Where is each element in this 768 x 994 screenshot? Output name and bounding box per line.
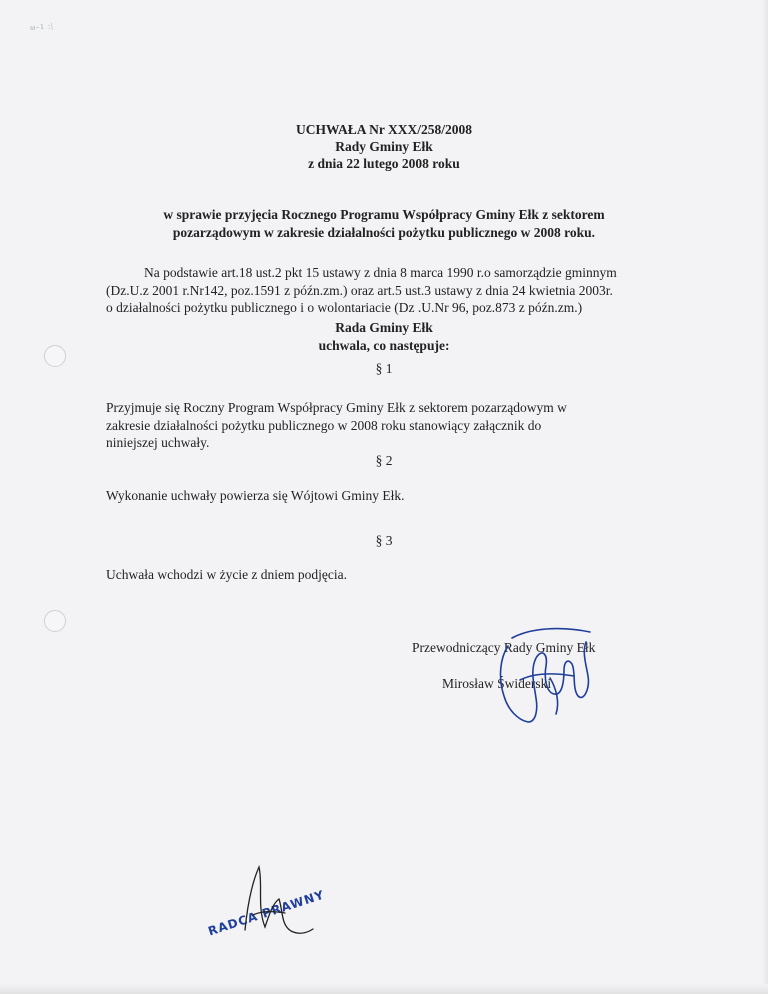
legal-basis-line-1: Na podstawie art.18 ust.2 pkt 15 ustawy z dnia 8 marca 1990 r.o samorządzie gminnym [144, 265, 617, 280]
subject-line-1: w sprawie przyjęcia Rocznego Programu Współpracy Gminy Ełk z sektorem [163, 207, 605, 222]
subject-line-2: pozarządowym w zakresie działalności pożytku publicznego w 2008 roku. [172, 225, 596, 240]
section-3-mark: § 3 [375, 533, 393, 548]
chairman-name: Mirosław Świderski [442, 676, 552, 691]
legal-basis-line-3: o działalności pożytku publicznego i o wolontariacie (Dz .U.Nr 96, poz.873 z późn.zm.) [106, 300, 583, 315]
council-resolves [0, 319, 768, 355]
legal-basis-paragraph [106, 264, 676, 317]
legal-basis-line-2: (Dz.U.z 2001 r.Nr142, poz.1591 z późn.zm.) oraz art.5 ust.3 ustawy z dnia 24 kwietnia 2003r. [106, 282, 613, 298]
resolution-header [0, 121, 768, 172]
punch-hole-lower [44, 610, 66, 632]
resolution-date: z dnia 22 lutego 2008 roku [308, 156, 460, 171]
scan-edge-right [762, 0, 768, 994]
resolves-text: uchwala, co następuje: [318, 338, 450, 353]
stamp-text: RADCA PRAWNY [206, 887, 327, 939]
section-1-line-1: Przyjmuje się Roczny Program Współpracy Gminy Ełk z sektorem pozarządowym w [106, 400, 567, 415]
section-2-text [106, 487, 666, 505]
handwritten-signature [490, 618, 610, 728]
council-name: Rada Gminy Ełk [335, 320, 433, 335]
corner-scan-mark: ω-1 :| [29, 21, 55, 32]
legal-counsel-stamp [195, 855, 335, 940]
section-3-text [106, 566, 666, 584]
resolution-number: UCHWAŁA Nr XXX/258/2008 [295, 122, 472, 137]
resolution-subject [0, 206, 768, 242]
chairman-title: Przewodniczący Rady Gminy Ełk [412, 640, 596, 655]
section-1-text [106, 399, 666, 452]
section-3-line-1: Uchwała wchodzi w życie z dniem podjęcia. [106, 567, 348, 582]
section-2-mark: § 2 [375, 453, 393, 468]
section-1-mark: § 1 [375, 361, 393, 376]
scan-edge-bottom [0, 984, 768, 994]
section-1-line-3: niniejszej uchwały. [106, 435, 210, 450]
resolution-council: Rady Gminy Ełk [335, 139, 433, 154]
section-2-line-1: Wykonanie uchwały powierza się Wójtowi Gminy Ełk. [106, 488, 405, 503]
section-1-line-2: zakresie działalności pożytku publicznego w 2008 roku stanowiący załącznik do [106, 417, 542, 433]
